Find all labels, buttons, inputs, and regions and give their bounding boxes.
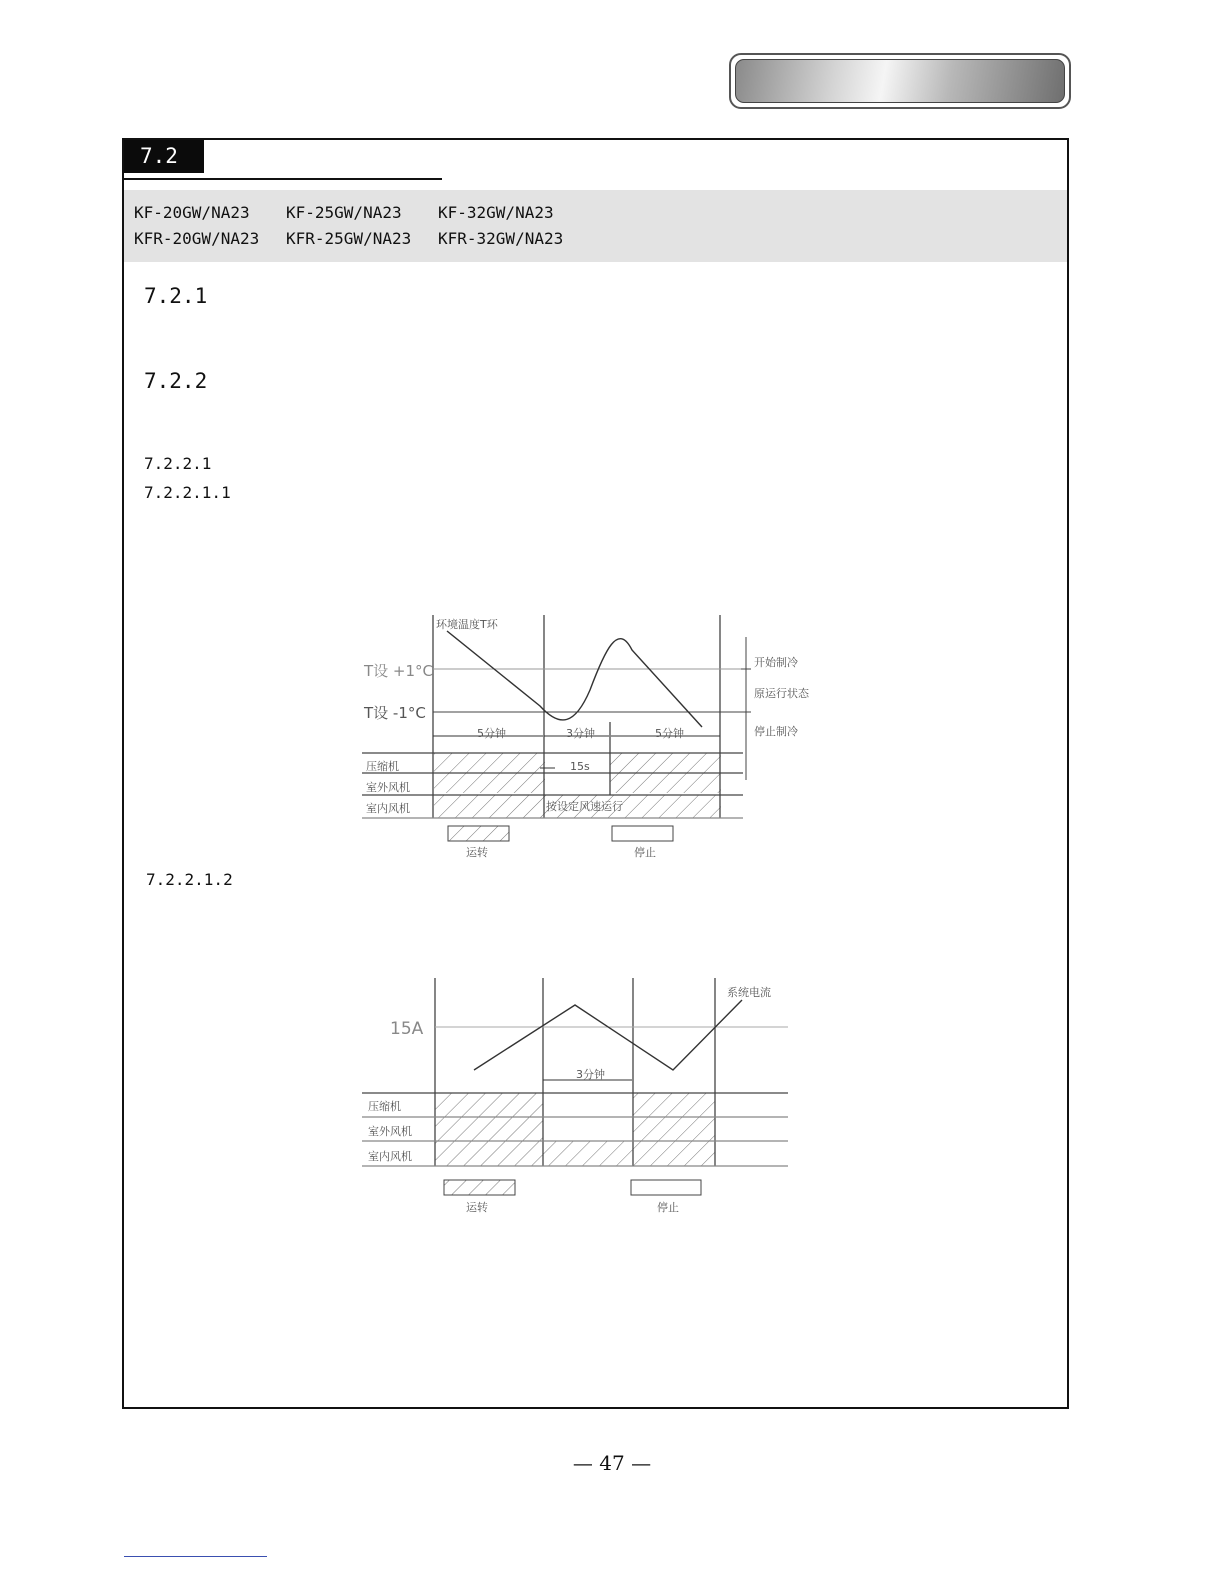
ambient-temperature-label: 环境温度T环	[436, 618, 498, 631]
model-name: KFR-25GW/NA23	[286, 229, 412, 248]
row-label-indoor-fan: 室内风机	[368, 1150, 412, 1163]
interval-label: 3分钟	[576, 1068, 605, 1081]
interval-2-label: 3分钟	[566, 727, 595, 740]
section-number-tab: 7.2	[124, 140, 204, 173]
indoor-fan-note: 按设定风速运行	[546, 800, 623, 813]
legend-stopped-label: 停止	[634, 846, 656, 859]
upper-threshold-label: T设 +1°C	[364, 662, 434, 680]
row-label-compressor: 压缩机	[366, 760, 399, 773]
keep-state-label: 原运行状态	[754, 687, 809, 700]
model-name: KF-25GW/NA23	[286, 203, 402, 222]
row-label-outdoor-fan: 室外风机	[366, 781, 410, 794]
diagram-2-run-blocks	[435, 1093, 715, 1166]
legend-running-label: 运转	[466, 1201, 488, 1214]
stop-cooling-label: 停止制冷	[754, 725, 798, 738]
row-label-outdoor-fan: 室外风机	[368, 1125, 412, 1138]
delay-label: 15s	[570, 760, 590, 773]
heading-7-2-2-1-1: 7.2.2.1.1	[144, 483, 231, 502]
system-current-curve	[474, 1000, 742, 1070]
legend-stopped-label: 停止	[657, 1201, 679, 1214]
interval-1-label: 5分钟	[477, 727, 506, 740]
legend-running-swatch	[444, 1180, 515, 1195]
model-name: KF-32GW/NA23	[438, 203, 554, 222]
interval-3-label: 5分钟	[655, 727, 684, 740]
row-label-compressor: 压缩机	[368, 1100, 401, 1113]
legend-running-label: 运转	[466, 846, 488, 859]
heading-7-2-1: 7.2.1	[144, 284, 208, 308]
legend-stopped-swatch	[631, 1180, 701, 1195]
model-name: KFR-20GW/NA23	[134, 229, 260, 248]
heading-7-2-2-1: 7.2.2.1	[144, 454, 212, 473]
page-number: — 47 —	[572, 1451, 652, 1475]
heading-7-2-2: 7.2.2	[144, 369, 208, 393]
current-threshold-label: 15A	[390, 1019, 424, 1039]
footer-line	[124, 1556, 267, 1557]
model-name: KFR-32GW/NA23	[438, 229, 564, 248]
lower-threshold-label: T设 -1°C	[364, 704, 426, 722]
system-current-label: 系统电流	[727, 986, 771, 999]
diagram-2-gridlines	[362, 978, 788, 1166]
heading-7-2-2-1-2: 7.2.2.1.2	[146, 870, 233, 889]
model-name: KF-20GW/NA23	[134, 203, 250, 222]
row-label-indoor-fan: 室内风机	[366, 802, 410, 815]
start-cooling-label: 开始制冷	[754, 656, 798, 669]
